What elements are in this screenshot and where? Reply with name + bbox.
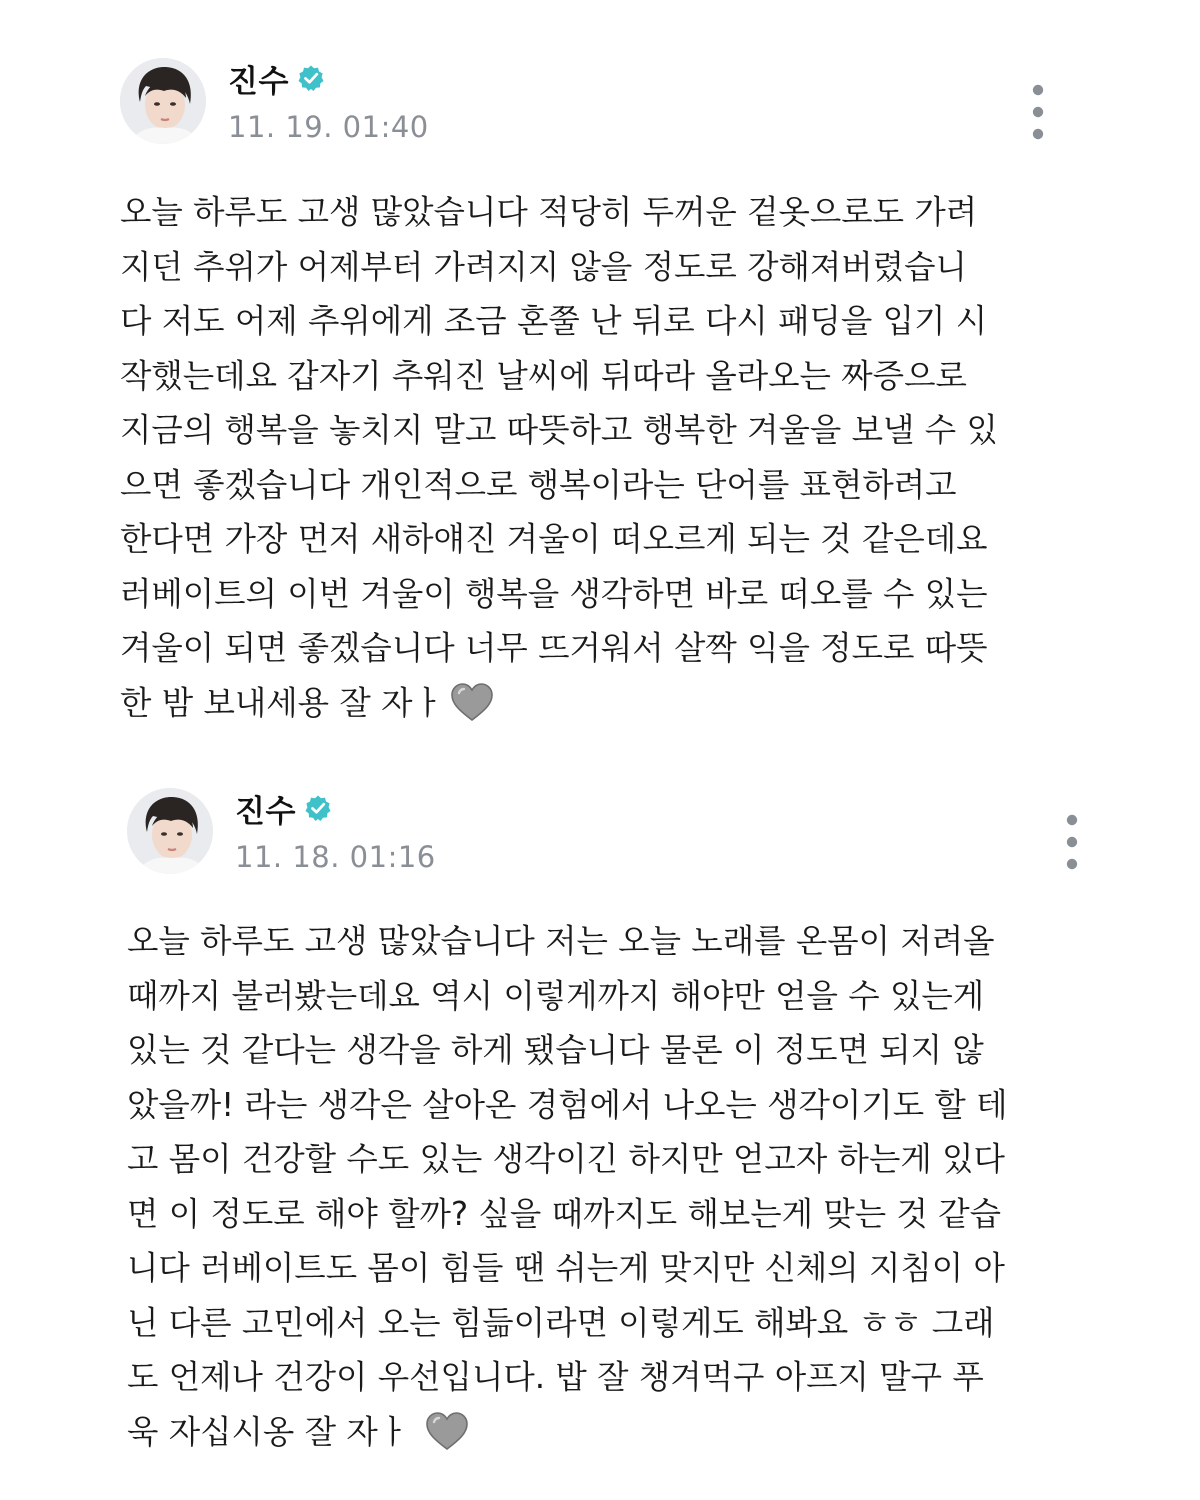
more-options-button[interactable] bbox=[1052, 810, 1092, 874]
author-row bbox=[228, 58, 429, 98]
author-name[interactable]: 진수 bbox=[228, 63, 289, 100]
more-vertical-icon bbox=[1052, 810, 1092, 874]
verified-badge-icon bbox=[304, 794, 332, 822]
profile-photo bbox=[127, 788, 213, 874]
post-text: 오늘 하루도 고생 많았습니다 적당히 두꺼운 겉옷으로도 가려 지던 추위가 어제부터 가려지지 않을 정도로 강해져버렸습니 다 저도 어제 추위에게 조금 혼쭐 난 뒤로 다시 패딩을 입기 시 작했는데요 갑자기 추워진 날씨에 뒤따라 올라오는 짜증으로 지금의 행복을 놓치지 말고 따뜻하고 행복한 겨울을 보낼 수 있 으면 좋겠습니다 개인적으로 행복이라는 단어를 표현하려고 한다면 가장 먼저 새하얘진 겨울이 떠오르게 되는 것 같은데요 러베이트의 이번 겨울이 행복을 생각하면 바로 떠오를 수 있는 겨울이 되면 좋겠습니다 너무 뜨거워서 살짝 익을 정도로 따뜻 한 밤 보내세용 잘 자ㅏ bbox=[120, 193, 998, 722]
more-vertical-icon bbox=[1018, 80, 1058, 144]
profile-photo bbox=[120, 58, 206, 144]
verified-badge-icon bbox=[297, 64, 325, 92]
post-body bbox=[127, 914, 1107, 1459]
avatar[interactable] bbox=[120, 58, 206, 144]
more-options-button[interactable] bbox=[1018, 80, 1058, 144]
post-timestamp: 11. 19. 01:40 bbox=[228, 110, 429, 144]
post-header bbox=[228, 58, 429, 144]
grey-heart-icon bbox=[425, 1411, 469, 1451]
grey-heart-icon bbox=[450, 682, 494, 722]
post-body bbox=[120, 185, 1100, 730]
author-row bbox=[235, 788, 436, 828]
post-text: 오늘 하루도 고생 많았습니다 저는 오늘 노래를 온몸이 저려올 때까지 불러봤는데요 역시 이렇게까지 해야만 얻을 수 있는게 있는 것 같다는 생각을 하게 됐습니다 물론 이 정도면 되지 않 았을까! 라는 생각은 살아온 경험에서 나오는 생각이기도 할 테 고 몸이 건강할 수도 있는 생각이긴 하지만 얻고자 하는게 있다 면 이 정도로 해야 할까? 싶을 때까지도 해보는게 맞는 것 같습 니다 러베이트도 몸이 힘들 땐 쉬는게 맞지만 신체의 지침이 아 닌 다른 고민에서 오는 힘듦이라면 이렇게도 해봐요 ㅎㅎ 그래 도 언제나 건강이 우선입니다. 밥 잘 챙겨먹구 아프지 말구 푸 욱 자십시옹 잘 자ㅏ bbox=[127, 922, 1008, 1451]
avatar[interactable] bbox=[127, 788, 213, 874]
post-timestamp: 11. 18. 01:16 bbox=[235, 840, 436, 874]
post-header bbox=[235, 788, 436, 874]
author-name[interactable]: 진수 bbox=[235, 793, 296, 830]
